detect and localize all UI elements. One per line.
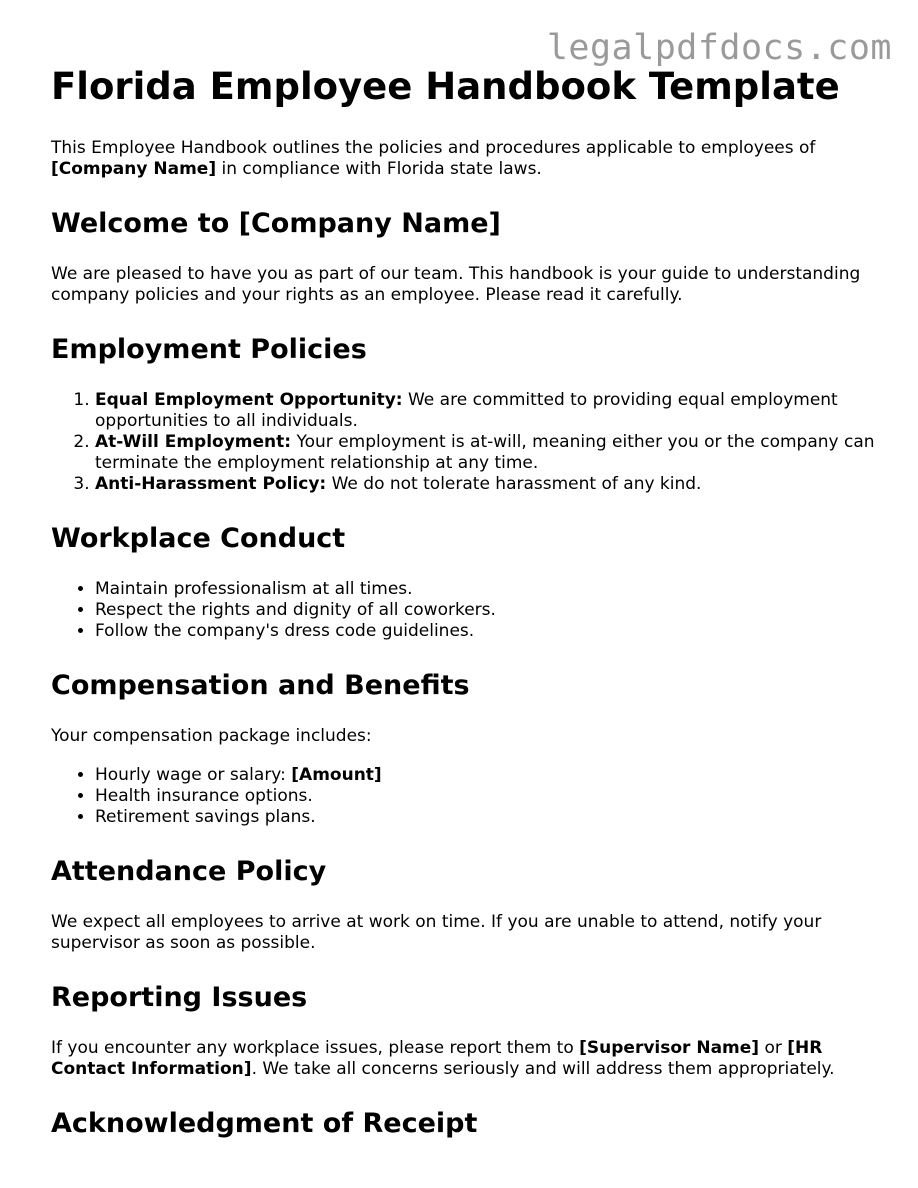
- reporting-heading: Reporting Issues: [51, 982, 308, 1013]
- list-item: [95, 765, 881, 786]
- intro-paragraph: [51, 138, 881, 180]
- acknowledgment-heading: Acknowledgment of Receipt: [51, 1108, 478, 1139]
- intro-text-2: in compliance with Florida state laws.: [216, 159, 542, 179]
- intro-text-1: This Employee Handbook outlines the policies and procedures applicable to employees of: [51, 138, 816, 158]
- document-body: [51, 62, 881, 1164]
- supervisor-placeholder: [Supervisor Name]: [579, 1038, 760, 1058]
- hr-contact-placeholder: [HR Contact Information]: [51, 1038, 823, 1079]
- workplace-conduct-list: [51, 579, 881, 642]
- list-item: [95, 390, 881, 432]
- compensation-list: [51, 765, 881, 828]
- welcome-paragraph: We are pleased to have you as part of our team. This handbook is your guide to understanding company policies and your rights as an employee. Please read it carefully.: [51, 264, 861, 305]
- page-title: Florida Employee Handbook Template: [51, 65, 840, 108]
- compensation-intro: Your compensation package includes:: [51, 726, 372, 746]
- policy-label: Equal Employment Opportunity:: [95, 390, 403, 410]
- policy-text: We do not tolerate harassment of any kind.: [326, 474, 702, 494]
- list-item: • Maintain professionalism at all times.: [95, 579, 881, 600]
- policy-label: At-Will Employment:: [95, 432, 292, 452]
- attendance-paragraph: We expect all employees to arrive at work on time. If you are unable to attend, notify your supervisor as soon as possible.: [51, 912, 822, 953]
- amount-placeholder: [Amount]: [291, 765, 382, 785]
- list-item: • Health insurance options.: [95, 786, 881, 807]
- welcome-heading: Welcome to [Company Name]: [51, 208, 501, 239]
- company-name-placeholder: [Company Name]: [51, 159, 217, 179]
- policy-label: Anti-Harassment Policy:: [95, 474, 327, 494]
- list-item: • Follow the company's dress code guidelines.: [95, 621, 881, 642]
- reporting-text-3: . We take all concerns seriously and will address them appropriately.: [251, 1059, 835, 1079]
- compensation-heading: Compensation and Benefits: [51, 670, 470, 701]
- policy-text: We are committed to providing equal employment opportunities to all individuals.: [95, 390, 838, 431]
- list-item: [95, 474, 881, 495]
- watermark: legalpdfdocs.com: [546, 28, 892, 68]
- reporting-text-1: If you encounter any workplace issues, please report them to: [51, 1038, 580, 1058]
- reporting-text-2: or: [759, 1038, 788, 1058]
- wage-text: Hourly wage or salary:: [95, 765, 292, 785]
- list-item: [95, 432, 881, 474]
- list-item: • Retirement savings plans.: [95, 807, 881, 828]
- workplace-conduct-heading: Workplace Conduct: [51, 523, 346, 554]
- employment-policies-list: [51, 390, 881, 495]
- list-item: • Respect the rights and dignity of all coworkers.: [95, 600, 881, 621]
- policy-text: Your employment is at-will, meaning either you or the company can terminate the employment relationship at any time.: [95, 432, 875, 473]
- employment-policies-heading: Employment Policies: [51, 334, 367, 365]
- attendance-heading: Attendance Policy: [51, 856, 327, 887]
- reporting-paragraph: [51, 1038, 881, 1080]
